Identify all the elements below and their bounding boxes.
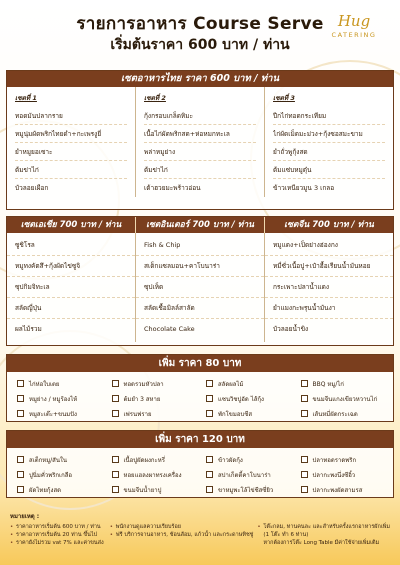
checkbox[interactable]: [301, 380, 308, 387]
checkbox[interactable]: [301, 395, 308, 402]
addon-item[interactable]: [200, 376, 295, 391]
addon-label: สเต็กหมู/สันใน: [29, 456, 67, 464]
menu-item: Fish & Chip: [136, 235, 264, 256]
menu-item: ผลไม้รวม: [15, 325, 42, 333]
menu-item: ทอดมันปลากราย: [15, 107, 127, 125]
addon-item[interactable]: [106, 406, 201, 421]
checkbox[interactable]: [112, 395, 119, 402]
menu-item: ไก่ผัดเม็ดมะม่วง+กุ้งซอสมะขาม: [273, 125, 385, 143]
checkbox[interactable]: [112, 456, 119, 463]
menu-item: สลัดเชื้อมิลล์สาลัด: [136, 298, 264, 319]
notes-col-2: [106, 523, 254, 547]
add-80-bar: เพิ่ม ราคา 80 บาท: [7, 355, 393, 372]
addon-item[interactable]: [11, 406, 106, 421]
addon-label: แซนวิชปูอัด ไส้กุ้ง: [218, 395, 264, 403]
add-120-box: [6, 430, 394, 498]
addon-item[interactable]: [11, 452, 106, 467]
checkbox[interactable]: [206, 486, 213, 493]
addon-label: หมูสะเต๊ะ+ขนมปัง: [29, 410, 77, 418]
checkbox[interactable]: [17, 395, 24, 402]
addon-item[interactable]: [295, 406, 390, 421]
addon-item[interactable]: [295, 467, 390, 482]
addon-label: ไก่ห่อใบเตย: [29, 380, 60, 388]
addon-item[interactable]: [200, 406, 295, 421]
addon-label: BBQ หมู/ไก่: [312, 380, 344, 388]
thai-set-2: [135, 87, 264, 197]
addon-label: ปูนิ่มคั่วพริกเกลือ: [29, 471, 73, 479]
add-80-grid: [7, 372, 393, 425]
note-item: • ฟรี บริการจานอาหาร, ช้อนส้อม, แก้วน้ำ และกระดาษทิชชู่: [110, 531, 254, 539]
addon-item[interactable]: [295, 391, 390, 406]
note-item: • พนักงานดูแลความเรียบร้อย: [110, 523, 254, 531]
set-heading: เซตที่ 2: [144, 94, 166, 102]
checkbox[interactable]: [17, 471, 24, 478]
menu-item: บัวลอยน้ำขิง: [273, 325, 309, 333]
addon-label: พักโขมอบชีส: [218, 410, 253, 418]
addon-label: ปลากะพงนึ่งซีอิ้ว: [312, 471, 356, 479]
addon-label: ผัดไทยกุ้งสด: [29, 486, 62, 494]
menu-item: ยำหมูยอเซาะ: [15, 143, 127, 161]
set-heading: เซตที่ 3: [273, 94, 295, 102]
menu-item: Chocolate Cake: [144, 325, 195, 333]
checkbox[interactable]: [206, 395, 213, 402]
addon-item[interactable]: [200, 391, 295, 406]
thai-set-columns: [7, 87, 393, 197]
menu-item: ซูชิโรล: [7, 235, 135, 256]
notes-columns: [10, 523, 390, 547]
thai-set-box: [6, 70, 394, 210]
addon-item[interactable]: [11, 467, 106, 482]
page-title: รายการอาหาร Course Serve: [76, 14, 324, 34]
checkbox[interactable]: [301, 410, 308, 417]
add-120-bar: เพิ่ม ราคา 120 บาท: [7, 431, 393, 448]
notes-title: หมายเหตุ :: [10, 513, 40, 520]
notes-col-3: [253, 523, 390, 547]
thai-set-bar: เซตอาหารไทย ราคา 600 บาท / ท่าน: [7, 71, 393, 87]
checkbox[interactable]: [206, 471, 213, 478]
page-subtitle: เริ่มต้นราคา 600 บาท / ท่าน: [110, 37, 290, 53]
checkbox[interactable]: [17, 486, 24, 493]
checkbox[interactable]: [206, 456, 213, 463]
addon-label: ขาหมูพะโล้ไข่ชีสซี่ยิว: [218, 486, 274, 494]
add-80-column: [11, 376, 106, 421]
addon-item[interactable]: [200, 467, 295, 482]
addon-item[interactable]: [11, 376, 106, 391]
checkbox[interactable]: [112, 380, 119, 387]
menu-item: ข้าวเหนียวมูน 3 เกลอ: [273, 184, 335, 192]
note-item: • โต๊ะกลม, ทานคนละ และสำหรับครั้งแรกอาหารผักเพิ่ม: [257, 523, 390, 531]
three-sets-columns: [7, 233, 393, 342]
addon-label: หมูย่าง / หมูร้องไห้: [29, 395, 78, 403]
addon-item[interactable]: [106, 376, 201, 391]
inter-set-column: [135, 233, 264, 342]
menu-item: ยำถั่วพูกุ้งสด: [273, 143, 385, 161]
checkbox[interactable]: [112, 486, 119, 493]
addon-label: ขนมจีนน้ำยาปู: [123, 486, 162, 494]
add-120-grid: [7, 448, 393, 501]
header: [0, 8, 400, 60]
hug-catering-logo: [330, 12, 378, 52]
addon-item[interactable]: [200, 452, 295, 467]
addon-item[interactable]: [106, 467, 201, 482]
addon-item[interactable]: [295, 376, 390, 391]
checkbox[interactable]: [17, 380, 24, 387]
menu-item: เนื้อไก่ผัดพริกสด+ห่อหมกทะเล: [144, 125, 256, 143]
addon-label: เฟรนฟราย: [123, 410, 152, 418]
menu-item: ต้มข่าไก่: [15, 161, 127, 179]
addon-label: ขนมจีนแกงเขียวหวานไก่: [312, 395, 378, 403]
menu-item: บัวลอยเผือก: [15, 184, 49, 192]
checkbox[interactable]: [301, 471, 308, 478]
addon-label: เส้นหมี่ผัดกระเฉด: [312, 410, 358, 418]
three-sets-box: [6, 216, 394, 346]
menu-item: หมูแดง+เป็ดย่างฮ่องกง: [265, 235, 393, 256]
note-item: • ราคาอาหารเริ่มต้น 600 บาท / ท่าน: [10, 523, 106, 531]
asia-set-header: เซตเอเชีย 700 บาท / ท่าน: [20, 220, 122, 230]
menu-item: ต้มข่าไก่: [144, 161, 256, 179]
chinese-set-column: [264, 233, 393, 342]
set-heading: เซตที่ 1: [15, 94, 37, 102]
menu-item: ปีกไก่ทอดกระเทียม: [273, 107, 385, 125]
checkbox[interactable]: [17, 456, 24, 463]
logo-sub: CATERING: [331, 31, 377, 39]
notes: [10, 511, 390, 547]
addon-item[interactable]: [295, 452, 390, 467]
note-item: • ราคาอาหารเริ่มต้น 20 ท่าน ขึ้นไป: [10, 531, 106, 539]
chinese-set-header: เซตจีน 700 บาท / ท่าน: [264, 217, 393, 233]
addon-label: ปลากะพงผัดสามรส: [312, 486, 363, 494]
note-item: หากต้องการโต๊ะ Long Table มีค่าใช้จ่ายเพิ่มเติม: [263, 540, 380, 546]
add-80-box: [6, 354, 394, 422]
checkbox[interactable]: [206, 380, 213, 387]
addon-label: หอยแฮลงผาทรงเครื่อง: [123, 471, 182, 479]
addon-label: ต้มยำ 3 สหาย: [123, 395, 161, 403]
menu-item: ซุปกิมจิทะเล: [7, 277, 135, 298]
note-item: (1 โต๊ะ ทำ 6 ท่าน): [263, 532, 309, 538]
checkbox[interactable]: [112, 471, 119, 478]
addon-item[interactable]: [106, 452, 201, 467]
menu-item: เต้าฮวยมะพร้าวอ่อน: [144, 184, 201, 192]
addon-label: สปาเก็ตตี้คาโบนาร่า: [218, 471, 271, 479]
three-sets-bar: [7, 217, 393, 233]
add-120-column: [295, 452, 390, 497]
add-80-column: [106, 376, 201, 421]
addon-label: ทอดรวมหัวปลา: [123, 380, 164, 388]
checkbox[interactable]: [301, 456, 308, 463]
add-120-column: [200, 452, 295, 497]
menu-item: สเต็กแซลมอน+คาโบนาร่า: [136, 256, 264, 277]
addon-item[interactable]: [11, 482, 106, 497]
addon-item[interactable]: [200, 482, 295, 497]
addon-label: ข้าวผัดกุ้ง: [218, 456, 243, 464]
note-item: • ราคายังไม่รวม vat 7% และค่าขนส่ง: [10, 539, 106, 547]
asia-set-column: [7, 233, 135, 342]
add-120-column: [106, 452, 201, 497]
menu-item: ซุปเห็ด: [136, 277, 264, 298]
thai-set-3: [264, 87, 393, 197]
add-120-column: [11, 452, 106, 497]
addon-item[interactable]: [295, 482, 390, 497]
addon-label: ปลาทอดราดพริก: [312, 456, 357, 464]
menu-item: กุ้งกรอบเกล็ดหิมะ: [144, 107, 256, 125]
thai-set-1: [7, 87, 135, 197]
checkbox[interactable]: [301, 486, 308, 493]
menu-item: หมูนุ่มผัดพริกไทยดำ+กะเพรงูยี่: [15, 125, 127, 143]
addon-item[interactable]: [11, 391, 106, 406]
menu-item: สลัดญี่ปุ่น: [7, 298, 135, 319]
addon-item[interactable]: [106, 391, 201, 406]
menu-item: หมูทงคัตสึ+กุ้งผัดไข่ซูจิ: [7, 256, 135, 277]
addon-item[interactable]: [106, 482, 201, 497]
logo-script: Hug: [337, 12, 371, 30]
addon-label: เนื้อปูผัดผงกะหรี่: [123, 456, 165, 464]
add-80-column: [200, 376, 295, 421]
add-80-column: [295, 376, 390, 421]
checkbox[interactable]: [17, 410, 24, 417]
menu-item: ยำแมงกะพรุนน้ำมันงา: [265, 298, 393, 319]
inter-set-header: เซตอินเตอร์ 700 บาท / ท่าน: [135, 217, 264, 233]
menu-item: กระเพาะปลาน้ำแดง: [265, 277, 393, 298]
menu-item: ต้มแซ่บหมูตุ๋น: [273, 161, 385, 179]
checkbox[interactable]: [206, 410, 213, 417]
menu-item: พล่าหมูย่าง: [144, 143, 256, 161]
notes-col-1: [10, 523, 106, 547]
menu-item: หมี่ซั่วเนื้อปู+เป๋าฮื้อเรียนน้ำมันหอย: [265, 256, 393, 277]
addon-label: สลัดผลไม้: [218, 380, 244, 388]
checkbox[interactable]: [112, 410, 119, 417]
